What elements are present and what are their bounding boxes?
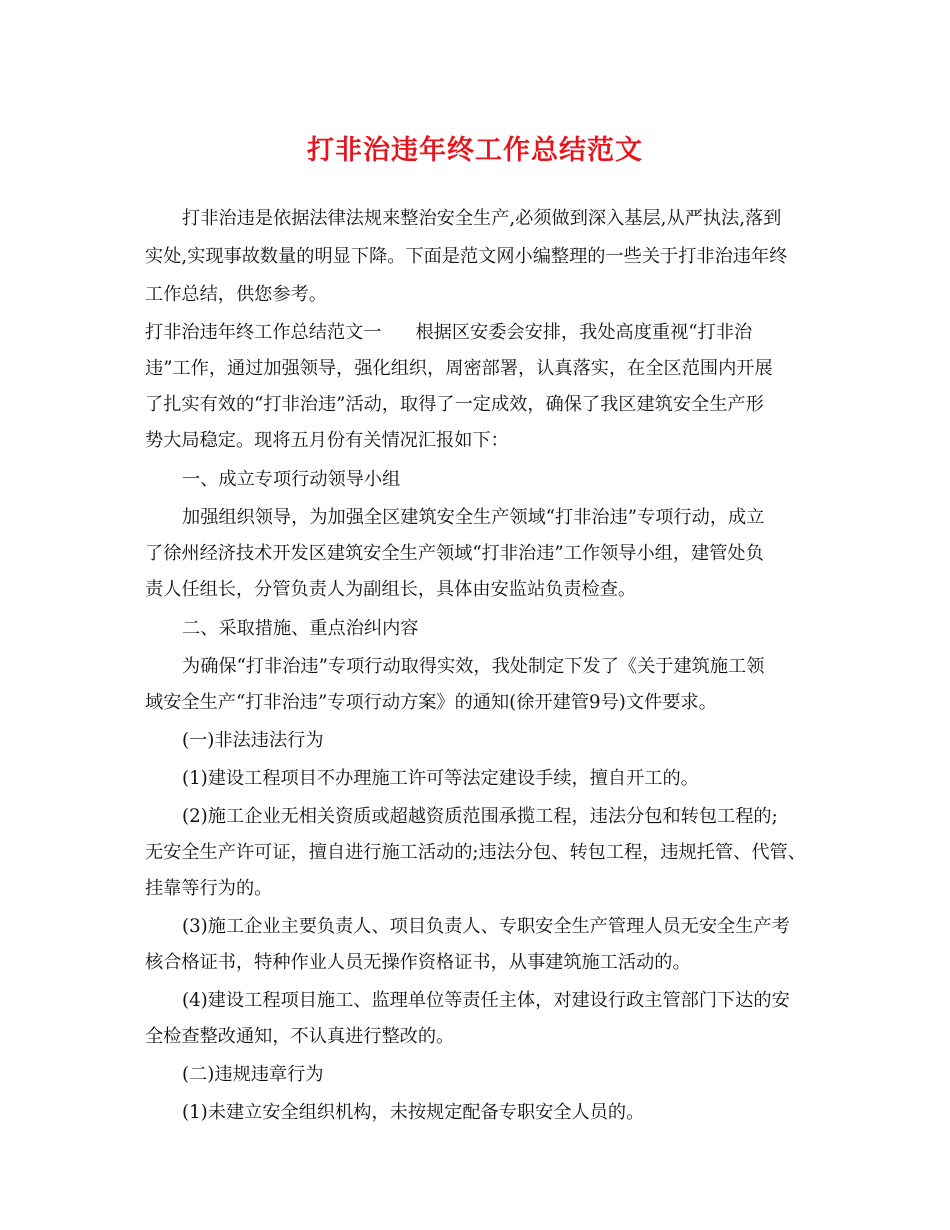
paragraph-line: 全检查整改通知，不认真进行整改的。 <box>145 1026 455 1047</box>
paragraph-line: 无安全生产许可证，擅自进行施工活动的;违法分包、转包工程，违规托管、代管、 <box>145 842 806 863</box>
paragraph-line <box>145 320 825 346</box>
paragraph-line: 势大局稳定。现将五月份有关情况汇报如下： <box>145 430 509 451</box>
list-item: (3)施工企业主要负责人、项目负责人、专职安全生产管理人员无安全生产考 <box>182 916 790 937</box>
section-heading: 二、采取措施、重点治纠内容 <box>182 618 419 639</box>
document-title: 打非治违年终工作总结范文 <box>307 135 643 166</box>
subsection-heading: (二)违规违章行为 <box>182 1064 324 1085</box>
paragraph-line: 实处,实现事故数量的明显下降。下面是范文网小编整理的一些关于打非治违年终 <box>145 246 788 267</box>
paragraph-line: 打非治违是依据法律法规来整治安全生产,必须做到深入基层,从严执法,落到 <box>182 208 782 229</box>
list-item: (1)建设工程项目不办理施工许可等法定建设手续，擅自开工的。 <box>182 768 699 789</box>
section-heading: 打非治违年终工作总结范文一 <box>145 322 382 343</box>
section-heading: 一、成立专项行动领导小组 <box>182 469 401 490</box>
paragraph-line: 违”工作，通过加强领导，强化组织，周密部署，认真落实，在全区范围内开展 <box>145 358 773 379</box>
paragraph-text: 根据区安委会安排，我处高度重视“打非治 <box>415 322 753 343</box>
paragraph-line: 工作总结，供您参考。 <box>145 284 327 305</box>
paragraph-line: 了徐州经济技术开发区建筑安全生产领域“打非治违”工作领导小组，建管处负 <box>145 543 764 564</box>
paragraph-line: 责人任组长，分管负责人为副组长，具体由安监站负责检查。 <box>145 579 637 600</box>
list-item: (4)建设工程项目施工、监理单位等责任主体，对建设行政主管部门下达的安 <box>182 990 790 1011</box>
paragraph-line: 了扎实有效的“打非治违”活动，取得了一定成效，确保了我区建筑安全生产形 <box>145 394 764 415</box>
paragraph-line: 域安全生产“打非治违”专项行动方案》的通知(徐开建管9号)文件要求。 <box>145 692 717 713</box>
paragraph-line: 为确保“打非治违”专项行动取得实效，我处制定下发了《关于建筑施工领 <box>182 656 765 677</box>
list-item: (1)未建立安全组织机构，未按规定配备专职安全人员的。 <box>182 1102 645 1123</box>
paragraph-line: 挂靠等行为的。 <box>145 878 273 899</box>
list-item: (2)施工企业无相关资质或超越资质范围承揽工程，违法分包和转包工程的; <box>182 806 778 827</box>
paragraph-line: 核合格证书，特种作业人员无操作资格证书，从事建筑施工活动的。 <box>145 952 691 973</box>
paragraph-line: 加强组织领导，为加强全区建筑安全生产领域“打非治违”专项行动，成立 <box>182 507 765 528</box>
subsection-heading: (一)非法违法行为 <box>182 730 324 751</box>
